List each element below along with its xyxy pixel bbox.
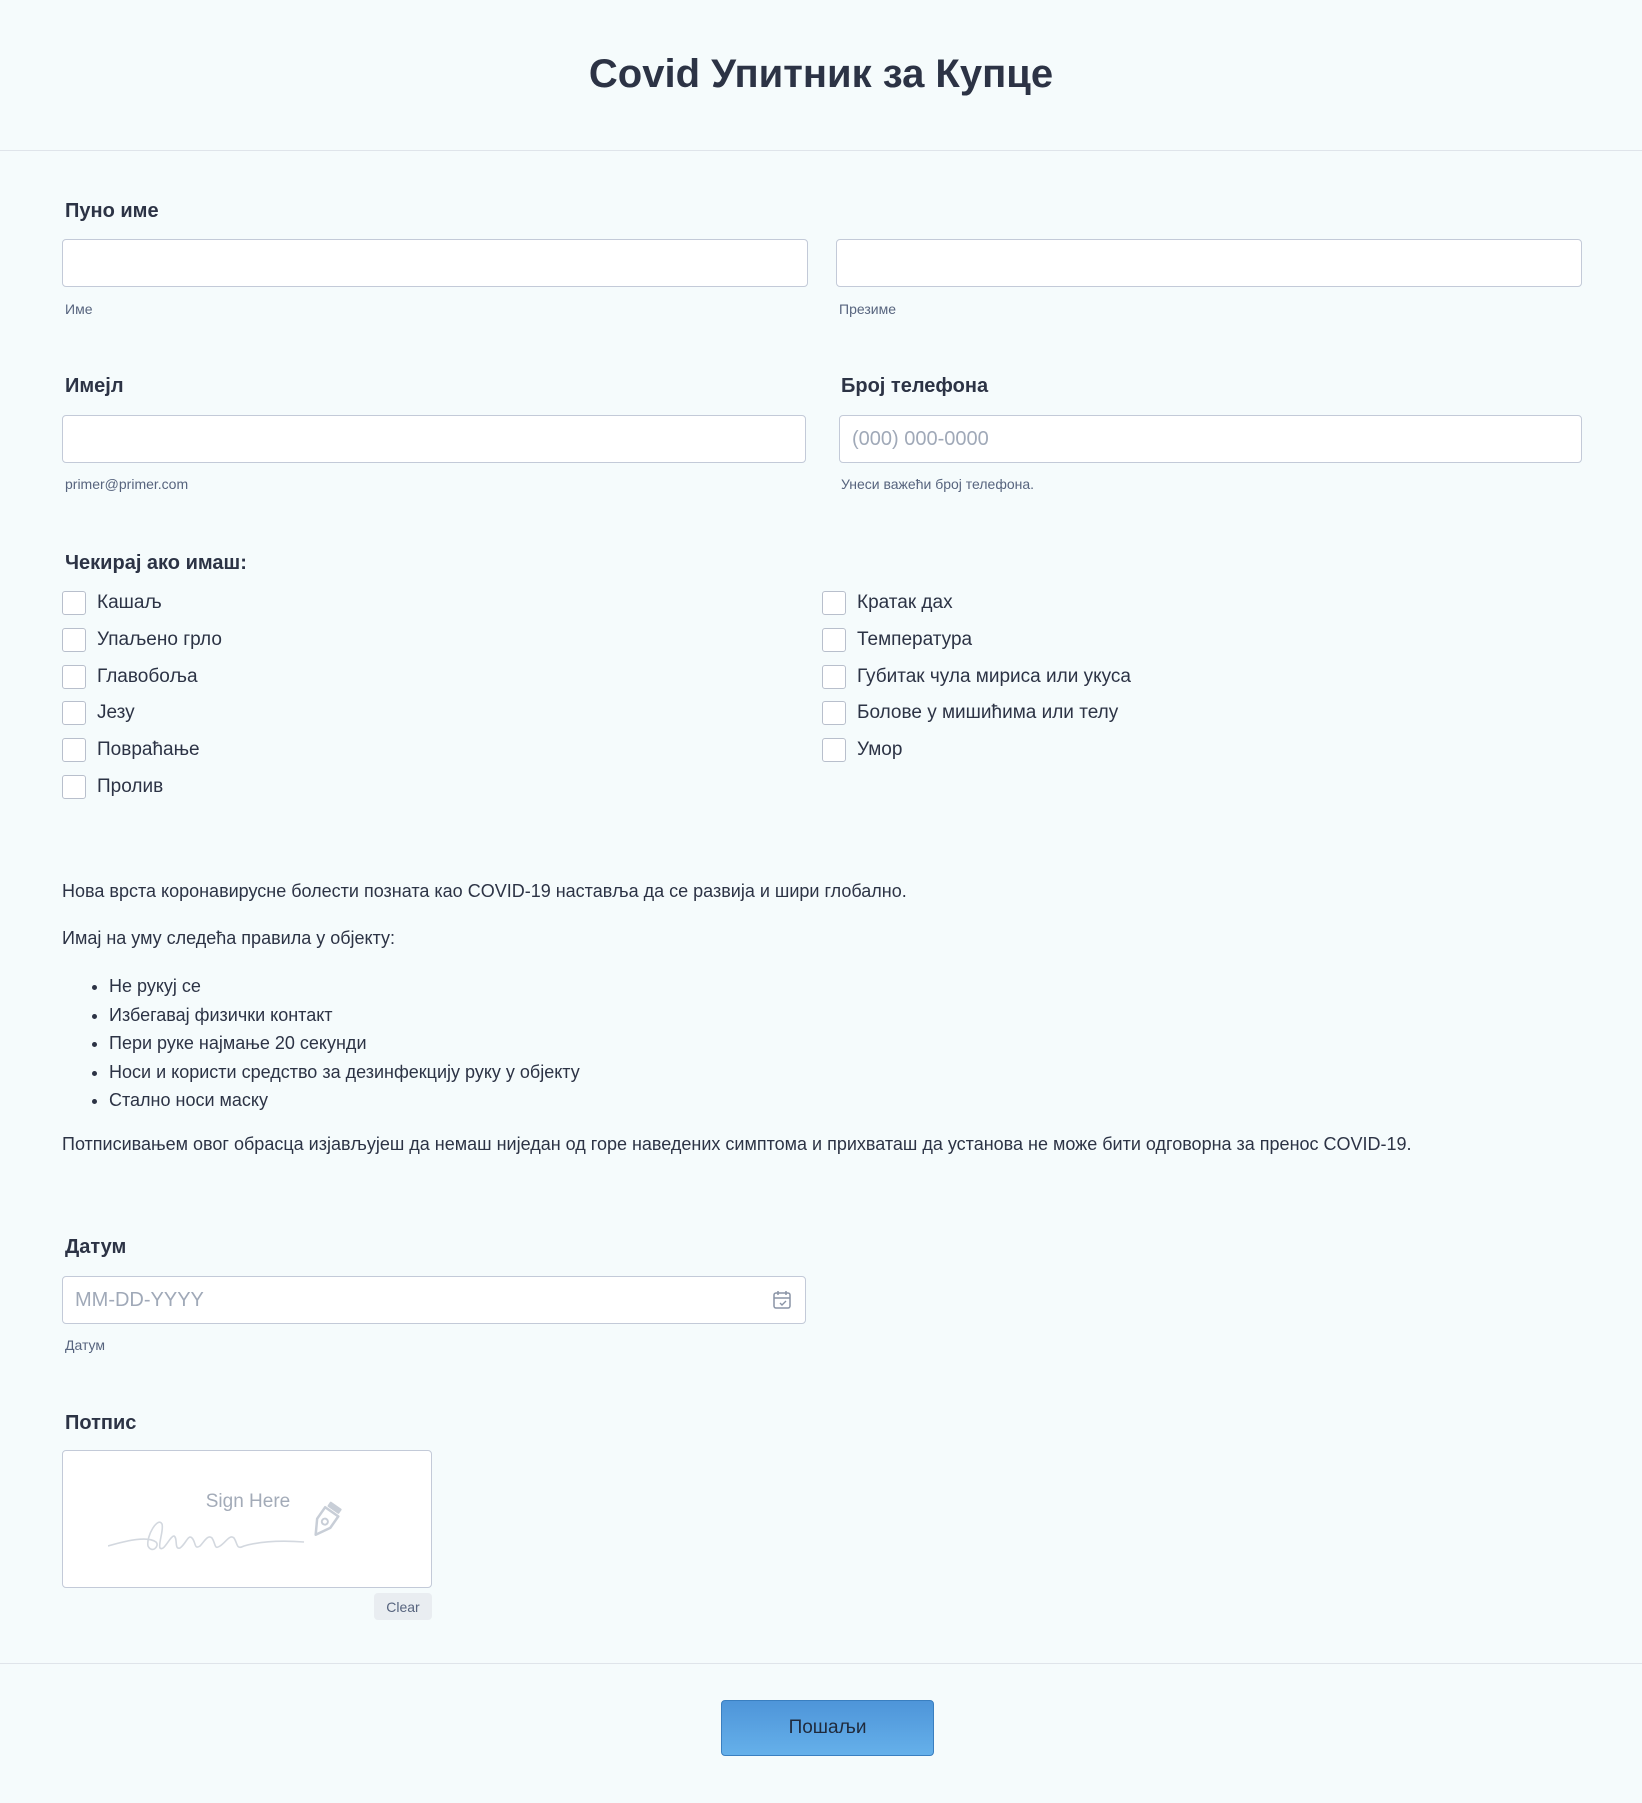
symptom-sore-throat[interactable]: Упаљено грло	[62, 628, 222, 652]
first-name-sublabel: Име	[65, 301, 93, 317]
rules-list	[109, 972, 580, 1115]
checkbox[interactable]	[62, 738, 86, 762]
form-title: Covid Упитник за Купце	[588, 51, 1054, 96]
symptom-headache[interactable]: Главобоља	[62, 665, 198, 689]
info-intro: Нова врста коронавирусне болести позната као COVID-19 наставља да се развија и шири глобално.	[62, 881, 907, 901]
date-label: Датум	[65, 1236, 127, 1258]
checkbox[interactable]	[822, 665, 846, 689]
first-name-input[interactable]	[62, 239, 808, 287]
symptoms-label: Чекирај ако имаш:	[65, 552, 247, 574]
symptom-body-aches[interactable]: Болове у мишићима или телу	[822, 701, 1118, 725]
list-item: • Избегавај физички контакт	[109, 1001, 580, 1030]
signature-clear-button[interactable]: Clear	[374, 1593, 432, 1620]
list-item: • Носи и користи средство за дезинфекцију руку у објекту	[109, 1058, 580, 1087]
signature-label: Потпис	[65, 1412, 137, 1434]
list-item: • Стално носи маску	[109, 1086, 580, 1115]
list-item: • Не рукуј се	[109, 972, 580, 1001]
submit-button[interactable]: Пошаљи	[721, 1700, 934, 1756]
symptom-fatigue[interactable]: Умор	[822, 738, 902, 762]
symptom-loss-of-smell-taste[interactable]: Губитак чула мириса или укуса	[822, 665, 1131, 689]
email-input[interactable]	[62, 415, 806, 463]
signature-pad[interactable]	[62, 1450, 432, 1588]
checkbox[interactable]	[62, 701, 86, 725]
phone-input[interactable]	[839, 415, 1582, 463]
symptom-diarrhea[interactable]: Пролив	[62, 775, 163, 799]
footer-divider	[0, 1663, 1642, 1664]
signature-hint: Sign Here	[205, 1491, 291, 1512]
symptom-chills[interactable]: Језу	[62, 701, 135, 725]
form-header	[0, 0, 1642, 151]
checkbox[interactable]	[62, 628, 86, 652]
symptom-vomiting[interactable]: Повраћање	[62, 738, 200, 762]
full-name-label: Пуно име	[65, 200, 159, 222]
checkbox[interactable]	[62, 775, 86, 799]
signature-scribble-icon	[108, 1496, 408, 1566]
list-item: • Пери руке најмање 20 секунди	[109, 1029, 580, 1058]
phone-sublabel: Унеси важећи број телефона.	[841, 476, 1035, 492]
checkbox[interactable]	[62, 591, 86, 615]
last-name-input[interactable]	[836, 239, 1582, 287]
symptom-shortness-of-breath[interactable]: Кратак дах	[822, 591, 953, 615]
checkbox[interactable]	[62, 665, 86, 689]
checkbox[interactable]	[822, 591, 846, 615]
date-sublabel: Датум	[65, 1337, 105, 1353]
email-sublabel: primer@primer.com	[65, 476, 189, 492]
email-label: Имејл	[65, 375, 124, 397]
symptom-fever[interactable]: Температура	[822, 628, 972, 652]
checkbox[interactable]	[822, 738, 846, 762]
date-input[interactable]	[62, 1276, 806, 1324]
checkbox[interactable]	[822, 628, 846, 652]
symptom-cough[interactable]: Кашаљ	[62, 591, 162, 615]
info-declaration: Потписивањем овог обрасца изјављујеш да немаш ниједан од горе наведених симптома и прихваташ да установа не може бити одговорна за пренос COVID-19.	[62, 1134, 1412, 1154]
calendar-icon[interactable]	[771, 1289, 793, 1311]
phone-label: Број телефона	[841, 375, 989, 397]
last-name-sublabel: Презиме	[839, 301, 896, 317]
checkbox[interactable]	[822, 701, 846, 725]
info-rules-heading: Имај на уму следећа правила у објекту:	[62, 928, 396, 948]
